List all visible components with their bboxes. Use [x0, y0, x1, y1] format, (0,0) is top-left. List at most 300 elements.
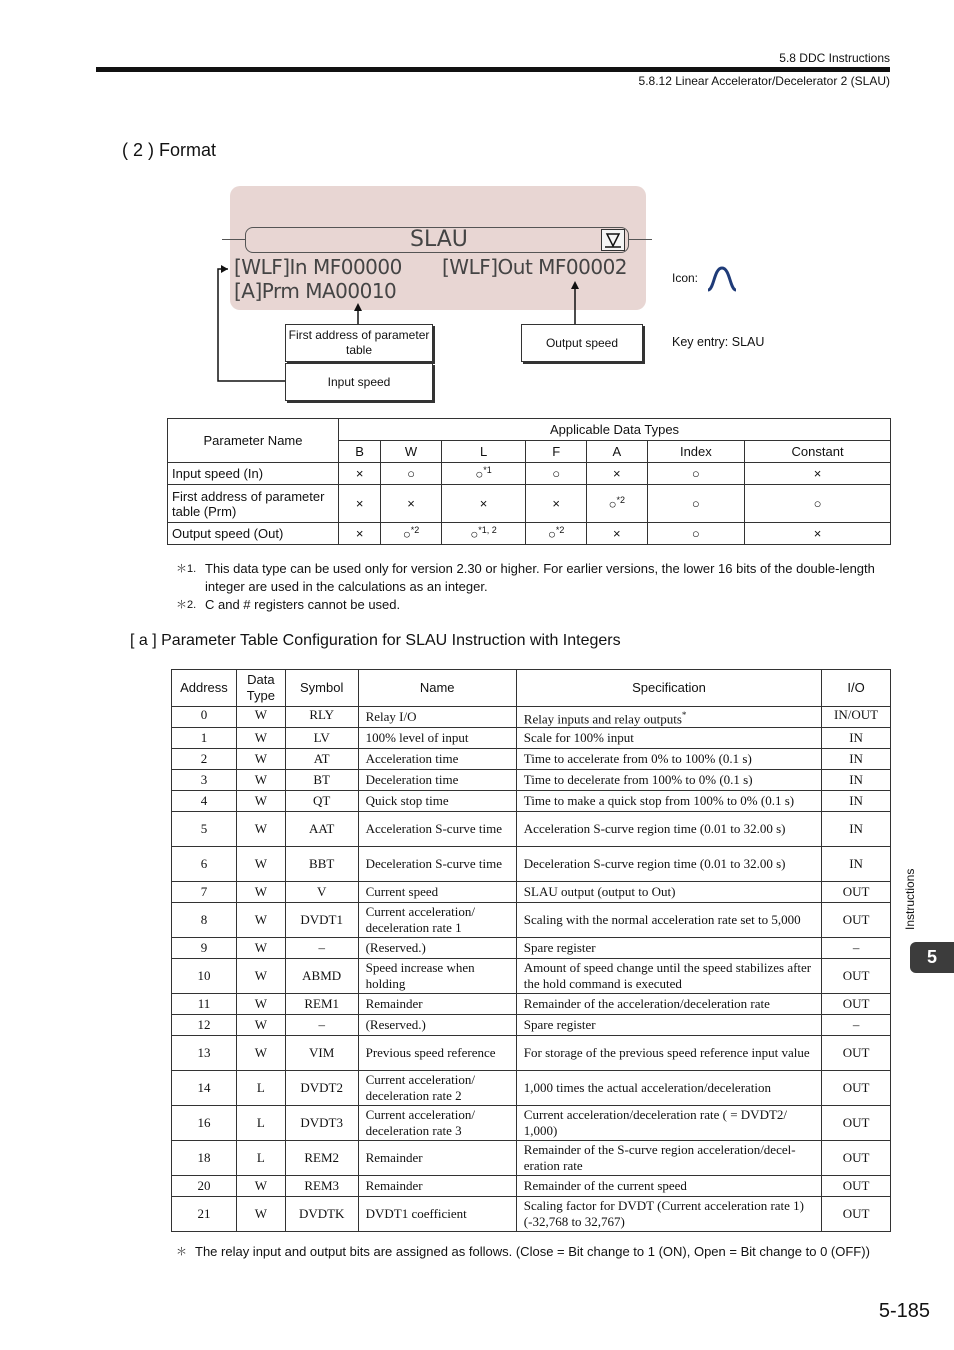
io-cell: [822, 938, 891, 959]
table-row: [168, 485, 891, 523]
cell-text: 9: [200, 940, 208, 956]
type-mark: ×: [355, 526, 364, 541]
cell-text: SLAU output (output to Out): [523, 884, 676, 900]
type-cell: [339, 485, 381, 523]
chapter-tab: 5: [910, 942, 954, 973]
cell-text: Scaling factor for DVDT (Current acceleration rate 1) (-32,768 to 32,767): [523, 1198, 804, 1230]
type-mark: ×: [613, 526, 621, 541]
cell-text: REM2: [304, 1150, 340, 1166]
table-row: [172, 938, 891, 959]
s-curve-icon: [602, 230, 624, 250]
cell-text: 7: [200, 884, 208, 900]
cell-text: –: [318, 940, 325, 956]
table-row: [172, 707, 891, 728]
cell-text: AT: [313, 751, 330, 767]
cell-text: VIM: [309, 1045, 335, 1061]
column-header: Symbol: [285, 670, 358, 707]
type-mark: ○: [552, 466, 561, 481]
cell-text: L: [256, 1150, 265, 1166]
symbol-cell: [285, 1197, 358, 1232]
table-row: [172, 749, 891, 770]
cell-text: Relay I/O: [365, 709, 417, 725]
cell-text: Remainder of the S-curve region acceleration/decel- eration rate: [523, 1142, 796, 1174]
cell-text: For storage of the previous speed reference input value: [523, 1045, 810, 1061]
cell-text: QT: [313, 793, 331, 809]
symbol-cell: [285, 1106, 358, 1141]
name-cell: [358, 812, 516, 847]
line1-left: [WLF]In MF00000: [234, 255, 402, 279]
type-cell: [381, 485, 442, 523]
cell-text: OUT: [842, 912, 870, 928]
cell-text: V: [316, 884, 327, 900]
type-mark: ×: [479, 496, 488, 511]
io-cell: [822, 903, 891, 938]
address-cell: [172, 903, 237, 938]
table-row: [172, 1141, 891, 1176]
cell-text: DVDT1: [300, 912, 343, 928]
header-rule: [96, 67, 890, 72]
cell-text: L: [256, 1115, 265, 1131]
address-cell: [172, 812, 237, 847]
table-row: [172, 1197, 891, 1232]
io-cell: [822, 959, 891, 994]
cell-text: W: [254, 968, 267, 984]
datatype-cell: [236, 791, 285, 812]
column-header: Address: [172, 670, 237, 707]
cell-text: W: [254, 1017, 267, 1033]
cell-text: DVDT2: [300, 1080, 343, 1096]
type-cell: [381, 523, 442, 545]
address-cell: [172, 1071, 237, 1106]
line2: [A]Prm MA00010: [234, 279, 397, 303]
column-header: Specification: [516, 670, 821, 707]
type-mark: ○: [691, 526, 700, 541]
symbol-cell: [285, 994, 358, 1015]
io-cell: [822, 994, 891, 1015]
cell-text: W: [254, 856, 267, 872]
cell-text: Spare register: [523, 1017, 596, 1033]
io-cell: [822, 882, 891, 903]
symbol-cell: [285, 812, 358, 847]
address-cell: [172, 847, 237, 882]
cell-text: Current speed: [365, 884, 439, 900]
spec-cell: [516, 770, 821, 791]
io-cell: [822, 1176, 891, 1197]
address-cell: [172, 882, 237, 903]
cell-text: DVDT1 coefficient: [365, 1206, 467, 1222]
cell-text: (Reserved.): [365, 1017, 426, 1033]
table-row: [168, 523, 891, 545]
data-types-table: [167, 418, 891, 545]
name-cell: [358, 882, 516, 903]
cell-text: OUT: [842, 884, 870, 900]
cell-text: –: [852, 1017, 860, 1033]
symbol-cell: [285, 1141, 358, 1176]
cell-text: Time to decelerate from 100% to 0% (0.1 s): [523, 772, 753, 788]
note-text: The relay input and output bits are assigned as follows. (Close = Bit change to 1 (ON), Open = Bit change to 0 (OFF)): [195, 1244, 870, 1259]
cell-text: Remainder of the current speed: [523, 1178, 687, 1194]
cell-text: LV: [313, 730, 330, 746]
cell-text: OUT: [842, 968, 870, 984]
cell-text: W: [254, 1178, 267, 1194]
cell-text: L: [256, 1080, 265, 1096]
cell-text: W: [254, 793, 267, 809]
symbol-cell: [285, 791, 358, 812]
table-row: [172, 728, 891, 749]
cell-text: 2: [200, 751, 208, 767]
cell-text: 11: [197, 996, 211, 1012]
address-cell: [172, 728, 237, 749]
cell-text: Time to accelerate from 0% to 100% (0.1 s): [523, 751, 752, 767]
spec-cell: [516, 994, 821, 1015]
cell-text: W: [254, 730, 267, 746]
cell-text: 13: [197, 1045, 211, 1061]
io-cell: [822, 1036, 891, 1071]
cell-text: 10: [197, 968, 211, 984]
spec-cell: [516, 728, 821, 749]
spec-cell: [516, 959, 821, 994]
io-cell: [822, 770, 891, 791]
cell-text: (Reserved.): [365, 940, 426, 956]
cell-text: Spare register: [523, 940, 596, 956]
symbol-cell: [285, 938, 358, 959]
instruction-title: SLAU: [410, 227, 468, 252]
cell-text: OUT: [842, 996, 870, 1012]
symbol-cell: [285, 749, 358, 770]
format-heading: ( 2 ) Format: [122, 140, 217, 160]
type-mark: ×: [407, 496, 415, 511]
name-cell: [358, 959, 516, 994]
io-cell: [822, 791, 891, 812]
io-cell: [822, 1197, 891, 1232]
parameter-table: [171, 669, 891, 1232]
symbol-cell: [285, 1015, 358, 1036]
type-mark: ○: [470, 526, 479, 542]
type-cell: [441, 523, 526, 545]
io-cell: [822, 728, 891, 749]
cell-text: Remainder: [365, 1178, 423, 1194]
type-header: A: [586, 441, 647, 463]
io-cell: [822, 847, 891, 882]
spec-cell: [516, 847, 821, 882]
cell-text: OUT: [842, 1080, 870, 1096]
cell-text: OUT: [842, 1150, 870, 1166]
type-cell: [745, 485, 891, 523]
symbol-cell: [285, 1176, 358, 1197]
col-group-header: Applicable Data Types: [339, 419, 891, 441]
note2: [176, 1243, 876, 1261]
cell-text: Remainder of the acceleration/deceleration rate: [523, 996, 770, 1012]
datatype-cell: [236, 1036, 285, 1071]
type-cell: [441, 463, 526, 485]
cell-text: 4: [200, 793, 208, 809]
type-header: F: [526, 441, 587, 463]
type-mark: ○: [691, 496, 700, 511]
type-header: Index: [647, 441, 745, 463]
cell-text: W: [254, 884, 267, 900]
side-tab-label: Instructions: [903, 868, 917, 930]
cell-text: –: [852, 940, 860, 956]
table-row: [172, 994, 891, 1015]
spec-cell: [516, 749, 821, 770]
spec-cell: [516, 1197, 821, 1232]
table-row: [172, 1015, 891, 1036]
page-number: 5-185: [878, 1300, 930, 1322]
spec-cell: [516, 1141, 821, 1176]
type-mark: ○: [407, 466, 415, 481]
address-cell: [172, 1176, 237, 1197]
type-mark: ×: [813, 526, 822, 541]
name-cell: [358, 1015, 516, 1036]
note-text: C and # registers cannot be used.: [205, 597, 401, 612]
param-name: Output speed (Out): [168, 523, 339, 545]
symbol-cell: [285, 847, 358, 882]
cell-text: 16: [197, 1115, 211, 1131]
table-row: [172, 959, 891, 994]
type-mark: ○: [475, 466, 484, 482]
cell-text: DVDT3: [300, 1115, 343, 1131]
cell-text: 100% level of input: [365, 730, 469, 746]
header-section: 5.8 DDC Instructions: [779, 51, 890, 65]
type-cell: [586, 523, 647, 545]
cell-text: 12: [197, 1017, 211, 1033]
cell-text: W: [254, 1045, 267, 1061]
callout-in: Input speed: [285, 363, 433, 401]
cell-text: IN: [849, 730, 863, 746]
column-header: Name: [358, 670, 516, 707]
type-mark: ×: [355, 496, 364, 511]
footnote-ref: *1: [483, 465, 492, 476]
cell-text: Scale for 100% input: [523, 730, 634, 746]
symbol-cell: [285, 903, 358, 938]
io-cell: [822, 812, 891, 847]
cell-text: Amount of speed change until the speed stabilizes after the hold command is executed: [523, 960, 812, 992]
symbol-cell: [285, 770, 358, 791]
spec-cell: [516, 1036, 821, 1071]
type-mark: ×: [552, 496, 560, 511]
name-cell: [358, 938, 516, 959]
io-cell: [822, 1015, 891, 1036]
type-cell: [526, 463, 587, 485]
spec-cell: [516, 1071, 821, 1106]
cell-text: Deceleration S-curve region time (0.01 to 32.00 s): [523, 856, 786, 872]
datatype-cell: [236, 994, 285, 1015]
type-cell: [526, 523, 587, 545]
io-cell: [822, 1106, 891, 1141]
subheading: [ a ] Parameter Table Configuration for SLAU Instruction with Integers: [130, 632, 621, 649]
cell-text: Speed increase when holding: [365, 960, 475, 992]
cell-text: 1: [200, 730, 208, 746]
address-cell: [172, 959, 237, 994]
cell-text: Quick stop time: [365, 793, 449, 809]
type-header: B: [339, 441, 381, 463]
cell-text: W: [254, 1206, 267, 1222]
col-param-header: Parameter Name: [168, 419, 339, 463]
type-mark: ○: [813, 496, 822, 511]
type-header: L: [441, 441, 526, 463]
address-cell: [172, 1141, 237, 1176]
cell-text: IN: [849, 772, 863, 788]
table-row: [172, 791, 891, 812]
datatype-cell: [236, 1015, 285, 1036]
io-cell: [822, 1141, 891, 1176]
datatype-cell: [236, 847, 285, 882]
footnote-ref: *2: [616, 495, 625, 506]
type-cell: [339, 523, 381, 545]
type-cell: [745, 523, 891, 545]
address-cell: [172, 1015, 237, 1036]
cell-text: IN: [849, 793, 863, 809]
cell-text: W: [254, 996, 267, 1012]
cell-text: DVDTK: [298, 1206, 345, 1222]
datatype-cell: [236, 903, 285, 938]
spec-cell: [516, 707, 821, 728]
table-row: [172, 847, 891, 882]
cell-text: Acceleration time: [365, 751, 459, 767]
name-cell: [358, 1036, 516, 1071]
table-row: [172, 903, 891, 938]
spec-cell: [516, 882, 821, 903]
icon-label: Icon:: [672, 271, 699, 285]
type-mark: ○: [547, 526, 556, 542]
type-cell: [586, 485, 647, 523]
address-cell: [172, 1106, 237, 1141]
cell-text: IN: [849, 821, 863, 837]
name-cell: [358, 1197, 516, 1232]
cell-text: BBT: [309, 856, 335, 872]
spec-cell: [516, 812, 821, 847]
datatype-cell: [236, 959, 285, 994]
cell-text: W: [254, 821, 267, 837]
column-header: I/O: [822, 670, 891, 707]
name-cell: [358, 1106, 516, 1141]
name-cell: [358, 903, 516, 938]
cell-text: IN: [849, 856, 863, 872]
address-cell: [172, 791, 237, 812]
type-cell: [745, 463, 891, 485]
cell-text: 3: [200, 772, 208, 788]
address-cell: [172, 707, 237, 728]
cell-text: ABMD: [302, 968, 342, 984]
cell-text: Current acceleration/ deceleration rate 2: [365, 1072, 475, 1104]
cell-text: 8: [200, 912, 208, 928]
address-cell: [172, 938, 237, 959]
note-text: This data type can be used only for version 2.30 or higher. For earlier versions, the lower 16 bits of the double-length integer are used in the calculations as an integer.: [205, 561, 875, 594]
cell-text: –: [318, 1017, 325, 1033]
note-mark: ＊1.: [176, 563, 197, 575]
type-cell: [381, 463, 442, 485]
type-header: W: [381, 441, 442, 463]
cell-text: 0: [200, 707, 208, 722]
datatype-cell: [236, 1197, 285, 1232]
cell-text: REM1: [304, 996, 340, 1012]
type-mark: ×: [613, 466, 621, 481]
table-row: [168, 463, 891, 485]
footnote-ref: *1, 2: [478, 525, 497, 536]
cell-text: RLY: [309, 707, 335, 722]
spec-cell: [516, 1176, 821, 1197]
symbol-cell: [285, 882, 358, 903]
type-mark: ○: [691, 466, 700, 481]
cell-text: BT: [313, 772, 330, 788]
note-mark: ＊2.: [176, 599, 197, 611]
cell-text: 5: [200, 821, 208, 837]
cell-text: Remainder: [365, 1150, 423, 1166]
name-cell: [358, 994, 516, 1015]
type-cell: [526, 485, 587, 523]
type-cell: [647, 485, 745, 523]
datatype-cell: [236, 938, 285, 959]
callout-out: Output speed: [521, 324, 643, 362]
name-cell: [358, 749, 516, 770]
cell-text: Deceleration S-curve time: [365, 856, 503, 872]
footnote-ref: *: [681, 710, 687, 720]
table-row: [172, 1036, 891, 1071]
type-cell: [647, 523, 745, 545]
name-cell: [358, 707, 516, 728]
notes1: [176, 560, 876, 614]
name-cell: [358, 770, 516, 791]
name-cell: [358, 847, 516, 882]
cell-text: W: [254, 772, 267, 788]
datatype-cell: [236, 1106, 285, 1141]
cell-text: Relay inputs and relay outputs: [523, 711, 682, 727]
address-cell: [172, 749, 237, 770]
type-cell: [441, 485, 526, 523]
note-mark: ＊: [176, 1246, 187, 1258]
cell-text: Time to make a quick stop from 100% to 0% (0.1 s): [523, 793, 795, 809]
datatype-cell: [236, 770, 285, 791]
header-subsection: 5.8.12 Linear Accelerator/Decelerator 2 (SLAU): [638, 74, 890, 88]
s-curve-icon: [706, 264, 738, 294]
callout-prm: First address of parameter table: [285, 324, 433, 362]
spec-cell: [516, 903, 821, 938]
type-cell: [647, 463, 745, 485]
cell-text: OUT: [842, 1206, 870, 1222]
cell-text: Current acceleration/deceleration rate ( = DVDT2/ 1,000): [523, 1107, 788, 1139]
datatype-cell: [236, 707, 285, 728]
cell-text: 20: [197, 1178, 211, 1194]
cell-text: AAT: [309, 821, 335, 837]
cell-text: OUT: [842, 1178, 870, 1194]
cell-text: IN/OUT: [834, 707, 879, 722]
param-name: First address of parameter table (Prm): [168, 485, 339, 523]
cell-text: Acceleration S-curve time: [365, 821, 503, 837]
type-mark: ○: [608, 496, 617, 512]
footnote-ref: *2: [410, 525, 420, 536]
symbol-cell: [285, 1071, 358, 1106]
spec-cell: [516, 938, 821, 959]
cell-text: Scaling with the normal acceleration rate set to 5,000: [523, 912, 801, 928]
instruction-icon-box: [601, 229, 625, 251]
cell-text: Previous speed reference: [365, 1045, 496, 1061]
cell-text: 14: [197, 1080, 211, 1096]
cell-text: 18: [197, 1150, 211, 1166]
table-row: [172, 770, 891, 791]
io-cell: [822, 1071, 891, 1106]
datatype-cell: [236, 1071, 285, 1106]
datatype-cell: [236, 728, 285, 749]
footnote-ref: *2: [555, 525, 565, 536]
spec-cell: [516, 1015, 821, 1036]
table-row: [172, 1176, 891, 1197]
symbol-cell: [285, 959, 358, 994]
cell-text: W: [254, 940, 267, 956]
cell-text: OUT: [842, 1115, 870, 1131]
symbol-cell: [285, 707, 358, 728]
cell-text: Acceleration S-curve region time (0.01 to 32.00 s): [523, 821, 786, 837]
table-row: [172, 1071, 891, 1106]
